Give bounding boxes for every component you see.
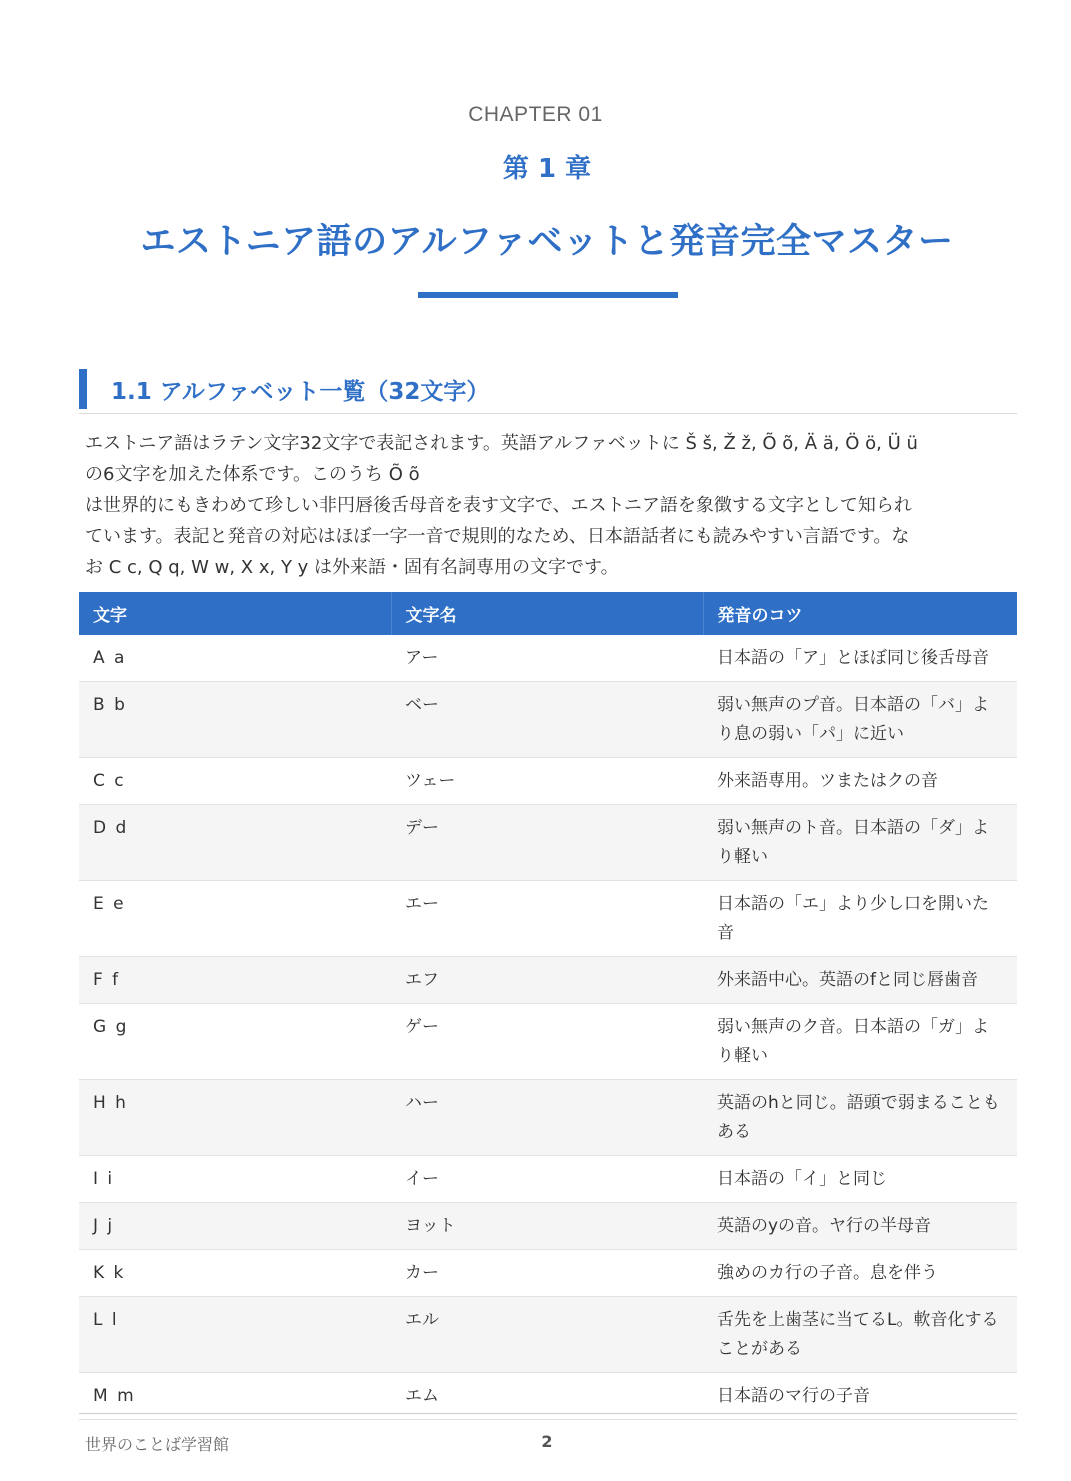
- title-underline: [418, 292, 678, 298]
- table-row: [79, 758, 1017, 805]
- intro-line: お C c, Q q, W w, X x, Y y は外来語・固有名詞専用の文字です。: [85, 557, 619, 578]
- intro-paragraph: [85, 428, 1005, 583]
- table-row: [79, 805, 1017, 881]
- chapter-title: エストニア語のアルファベットと発音完全マスター: [140, 222, 954, 262]
- letter-cell: F f: [79, 957, 391, 1004]
- tip-cell: 日本語のマ行の子音: [703, 1373, 1017, 1420]
- letter-cell: I i: [79, 1156, 391, 1203]
- tip-cell: 英語のhと同じ。語頭で弱まることもある: [703, 1080, 1017, 1156]
- tip-cell: 強めのカ行の子音。息を伴う: [703, 1250, 1017, 1297]
- name-cell: ベー: [391, 682, 703, 758]
- name-cell: エー: [391, 881, 703, 957]
- intro-line: エストニア語はラテン文字32文字で表記されます。英語アルファベットに Š š, Ž ž, Õ õ, Ä ä, Ö ö, Ü ü: [85, 433, 918, 454]
- intro-line: は世界的にもきわめて珍しい非円唇後舌母音を表す文字で、エストニア語を象徴する文字として知られ: [85, 495, 912, 516]
- table-row: [79, 1297, 1017, 1373]
- section-heading: [79, 367, 1017, 414]
- tip-cell: 日本語の「エ」より少し口を開いた音: [703, 881, 1017, 957]
- letter-cell: A a: [79, 635, 391, 682]
- tip-cell: 日本語の「ア」とほぼ同じ後舌母音: [703, 635, 1017, 682]
- chapter-number: 第 1 章: [502, 154, 592, 184]
- table-row: [79, 635, 1017, 682]
- name-cell: ゲー: [391, 1004, 703, 1080]
- name-cell: イー: [391, 1156, 703, 1203]
- letter-cell: C c: [79, 758, 391, 805]
- page-number: 2: [541, 1432, 553, 1451]
- name-cell: エム: [391, 1373, 703, 1420]
- intro-line: ています。表記と発音の対応はほぼ一字一音で規則的なため、日本語話者にも読みやすい言語です。な: [85, 526, 910, 547]
- letter-cell: B b: [79, 682, 391, 758]
- tip-cell: 日本語の「イ」と同じ: [703, 1156, 1017, 1203]
- tip-cell: 弱い無声のク音。日本語の「ガ」より軽い: [703, 1004, 1017, 1080]
- letter-cell: D d: [79, 805, 391, 881]
- footer-divider: [79, 1413, 1017, 1414]
- section-accent-bar: [79, 369, 87, 409]
- name-cell: ヨット: [391, 1203, 703, 1250]
- column-header-letter: 文字: [79, 592, 391, 635]
- letter-cell: K k: [79, 1250, 391, 1297]
- chapter-label: CHAPTER 01: [468, 103, 603, 126]
- tip-cell: 外来語専用。ツまたはクの音: [703, 758, 1017, 805]
- letter-cell: G g: [79, 1004, 391, 1080]
- table-row: [79, 1250, 1017, 1297]
- table-row: [79, 1080, 1017, 1156]
- table-row: [79, 1156, 1017, 1203]
- name-cell: ハー: [391, 1080, 703, 1156]
- tip-cell: 外来語中心。英語のfと同じ唇歯音: [703, 957, 1017, 1004]
- tip-cell: 弱い無声のプ音。日本語の「バ」より息の弱い「パ」に近い: [703, 682, 1017, 758]
- letter-cell: L l: [79, 1297, 391, 1373]
- name-cell: デー: [391, 805, 703, 881]
- tip-cell: 弱い無声のト音。日本語の「ダ」より軽い: [703, 805, 1017, 881]
- name-cell: エフ: [391, 957, 703, 1004]
- name-cell: エル: [391, 1297, 703, 1373]
- tip-cell: 舌先を上歯茎に当てるL。軟音化することがある: [703, 1297, 1017, 1373]
- intro-line: の6文字を加えた体系です。このうち Õ õ: [85, 464, 420, 485]
- column-header-tip: 発音のコツ: [703, 592, 1017, 635]
- table-row: [79, 957, 1017, 1004]
- table-row: [79, 881, 1017, 957]
- section-title: 1.1 アルファベット一覧（32文字）: [111, 379, 490, 405]
- table-row: [79, 1004, 1017, 1080]
- letter-cell: J j: [79, 1203, 391, 1250]
- table-row: [79, 682, 1017, 758]
- tip-cell: 英語のyの音。ヤ行の半母音: [703, 1203, 1017, 1250]
- letter-cell: M m: [79, 1373, 391, 1420]
- letter-cell: H h: [79, 1080, 391, 1156]
- letter-cell: E e: [79, 881, 391, 957]
- table-row: [79, 1203, 1017, 1250]
- column-header-name: 文字名: [391, 592, 703, 635]
- name-cell: カー: [391, 1250, 703, 1297]
- alphabet-table: [79, 592, 1017, 1420]
- name-cell: アー: [391, 635, 703, 682]
- table-header-row: [79, 592, 1017, 635]
- footer-publisher: 世界のことば学習館: [85, 1435, 230, 1454]
- name-cell: ツェー: [391, 758, 703, 805]
